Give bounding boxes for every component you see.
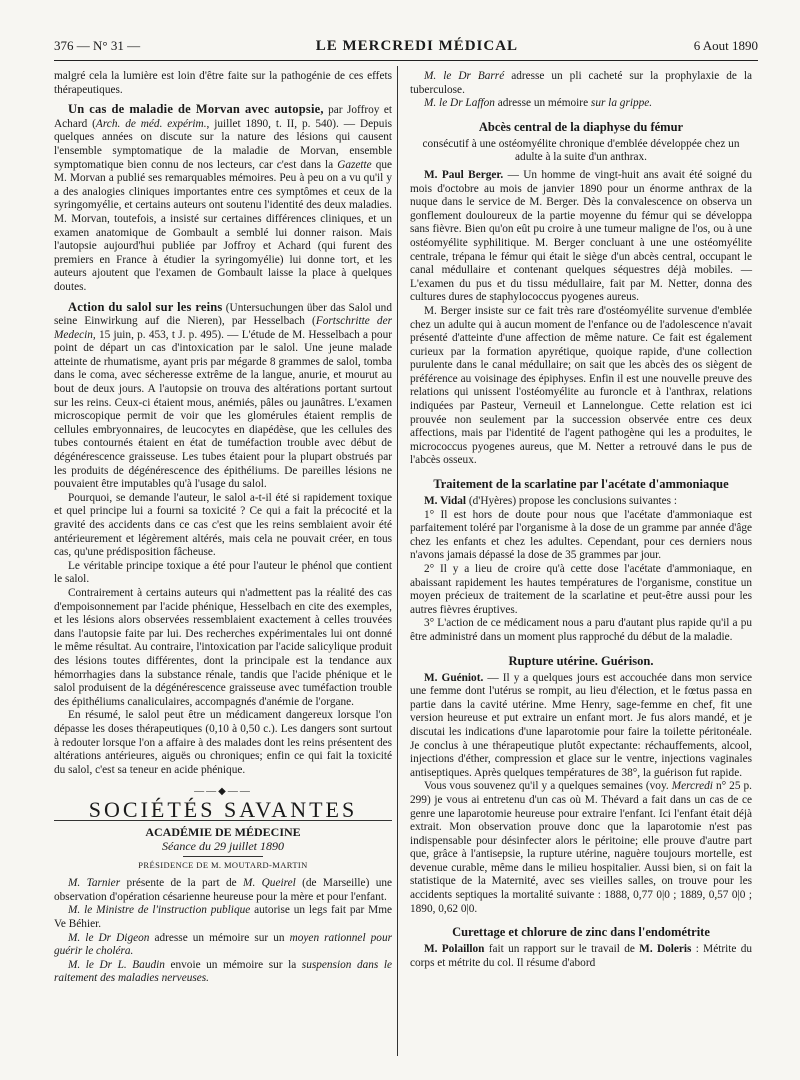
curettage-speaker: M. Polaillon [424, 943, 485, 956]
acad-item [410, 70, 752, 97]
scarlatine-speaker: M. Vidal [424, 495, 467, 508]
acad-item-who: M. Tarnier [68, 877, 121, 890]
acad-item-text: adresse un mémoire sur un [149, 931, 290, 944]
acad-item-who2: moyen rationnel pour guérir le choléra. [54, 931, 392, 958]
issue-date: 6 Aout 1890 [693, 38, 758, 53]
acad-item-who: M. le Dr L. Baudin [68, 958, 165, 971]
acad-item [410, 97, 752, 111]
salol-german: (Untersuchungen über das Salol und seine Einwirkung auf die Nieren), par Hesselbach ( [54, 301, 392, 328]
curettage-p1 [410, 943, 752, 970]
salol-p1: 15 juin, p. 453, t J. p. 495). — L'étude de M. Hesselbach a pour point de départ un cas d'intoxication par le salol. Une jeune malade atteinte de rhumatisme, ayant pris par mégarde 8 grammes de salol, tomba dans le coma, avec sécheresse extrême de la langue, anurie, et mourut au bout de deux jours. A l'autopsie on trouva des altérations portant surtout sur les reins. Ceux-ci étaient mous, anémiés, pâles ou jaunâtres. L'examen microscopique permit de voir que les glomérules étaient remplis de cellules embryonnaires, de leucocytes en diapédèse, que les cellules des tubes contournés étaient en état de tuméfaction trouble avec début de dégénérescence graisseuse. Les tubes étaient pour la plupart obstrués par les produits de dégénérescence des épithéliums. De pareilles lésions ne pouvaient être imputables qu'à l'usage du salol. [54, 328, 392, 491]
rupture-speaker: M. Guéniot. [424, 671, 484, 684]
acad-item-who: M. le Dr Laffon [424, 97, 495, 110]
acad-item [54, 932, 392, 959]
curettage-speaker2: M. Doleris [639, 943, 692, 956]
morvan-gazette: Gazette [337, 158, 372, 171]
rupture-p2 [410, 780, 752, 916]
rupture-p2-source: Mercredi [671, 780, 713, 793]
acad-item [54, 877, 392, 904]
rupture-p1-text: — Il y a quelques jours est accouchée dans mon service une femme dont l'utérus se rompit, au lieu d'élection, et le fœtus passa en partie dans la cavité utérine. Mme Henry, sage-femme en chef, fit une version heureuse et put extraire un enfant mort. Je fus alors mandé, et je discutai les indications d'une laparotomie pour faire la toilette péritonéale. Je conclus à une thérapeutique plutôt expectante: réchauffements, alcool, injections d'éther, compression et glace sur le ventre, injections vaginales antiseptiques. Après quelques températures de 38°, la guérison fut rapide. [410, 671, 752, 779]
acad-item-rest: (de Marseille) une observation d'opération césarienne heureuse pour la mère et pour l'enfant. [54, 877, 393, 903]
acad-item-em: sur la grippe. [590, 97, 653, 110]
scarlatine-intro [410, 495, 752, 509]
morvan-title: Un cas de maladie de Morvan avec autopsie, [68, 102, 324, 117]
seance-date: Séance du 29 juillet 1890 [162, 839, 284, 854]
morvan-body: que M. Morvan a publié ses remarquables mémoires. Peu à peu on a vu qu'il y a des analogies cliniques importantes entre ces symptômes et ceux de la syringomyélie, et certains auteurs ont soutenu l'identité des deux maladies. M. Morvan, toutefois, a insisté sur certaines différences cliniques, et un examen anatomique de Gombault a semblé lui donner raison. Mais l'autopsie aujourd'hui publiée par Joffroy et Achard (qui furent des premiers en France à étudier la syringomyélie) lui donne tort, et les auteurs ajoutent que l'examen de Gombault laisse la place à quelques doutes. [54, 158, 393, 293]
right-column [410, 70, 752, 970]
morvan-source: Arch. de méd. expérim. [95, 117, 207, 130]
acad-item-who: M. le Dr Digeon [68, 931, 150, 944]
salol-source: Fortschritte der Medecin, [54, 315, 392, 341]
column-divider [397, 66, 398, 1056]
academie-heading: ACADÉMIE DE MÉDECINE [145, 825, 301, 840]
acad-item-who: M. le Ministre de l'instruction publique [68, 904, 251, 917]
salol-article [54, 301, 392, 492]
ornament-divider: ——◆—— [194, 786, 252, 798]
left-column [54, 70, 392, 986]
abces-p2: M. Berger insiste sur ce fait très rare d'ostéomyélite survenue d'emblée chez un adulte qui à aucun moment de l'enfance ou de l'adolescence n'avait présenté d'atteinte d'une affection de même nature. Ce fait est également curieux par la formation apyrétique, quoique rapide, d'une collection purulente dans le canal médullaire; on sait que les abcès des os siègent de préférence au voisinage des épiphyses. Enfin il est une nouvelle preuve des relations qui unissent l'ostéomyélite au furoncle et à l'anthrax, relations indiquées par Pasteur, Verneuil et Lannelongue. Cette relation est ici prouvée non seulement par la succession observée entre ces deux affections, mais par l'identité de l'agent pathogène qui les a produites, le micrococcus pyogenes aureus, que M. Netter a retrouvé dans le pus de l'abcès osseux. [410, 304, 752, 467]
acad-item-text: envoie un mémoire sur la [164, 958, 302, 971]
salol-p3: Le véritable principe toxique a été pour l'auteur le phénol que contient le salol. [54, 559, 392, 586]
salol-p2: Pourquoi, se demande l'auteur, le salol a-t-il été si rapidement toxique et quel principe lui a fourni sa toxicité ? Ce qui a fait la précocité et la gravité des accidents dans ce cas c'est que les reins semblaient avoir été antérieurement et légèrement altérés, mais cela ne pouvait créer, en tous cas, qu'une prédisposition fâcheuse. [54, 491, 392, 559]
curettage-text: fait un rapport sur le travail de [484, 943, 640, 956]
scarlatine-c3: 3° L'action de ce médicament nous a paru d'autant plus rapide qu'il a pu être administré dans un moment plus rapproché du début de la maladie. [410, 617, 752, 643]
morvan-authors: par Joffroy et Achard ( [54, 104, 392, 130]
scarlatine-title: Traitement de la scarlatine par l'acétate d'ammoniaque [433, 477, 729, 492]
intro-paragraph: malgré cela la lumière est loin d'être faite sur la pathogénie de ces effets thérapeutiques. [54, 70, 392, 96]
curettage-title: Curettage et chlorure de zinc dans l'endométrite [452, 925, 710, 940]
scarlatine-c2: 2° Il y a lieu de croire qu'à cette dose l'acétate d'ammoniaque, en abaissant rapidement les hautes températures de l'organisme, constitue un moyen précieux de traitement de la scarlatine et peut-être aussi pour les autres fièvres éruptives. [410, 563, 752, 616]
morvan-article [54, 103, 392, 294]
page-header [54, 38, 758, 61]
presidence-line: PRÉSIDENCE DE M. MOUTARD-MARTIN [138, 859, 308, 870]
salol-p4: Contrairement à certains auteurs qui n'admettent pas la réalité des cas d'empoisonnement par l'acide phénique, Hesselbach en cite des exemples, et les lésions alors observées ressemblaient exactement à celles trouvées dans l'autopsie faite par lui. Des recherches expérimentales lui ont donné le même résultat. Au contraire, l'intoxication par l'acide salicylique produit des lésions toutes différentes, dont la principale est la tendance aux hémorrhagies dans la substance rénale, tandis que l'acide phénique et le salol produisent de la dégénérescence graisseuse avec tuméfaction trouble des épithéliums canaliculaires, accompagnés d'anémie de l'organe. [54, 586, 392, 708]
acad-item-text: présente de la part de [120, 877, 244, 890]
salol-p5: En résumé, le salol peut être un médicament dangereux lorsque l'on dépasse les doses thérapeutiques (0,10 à 0,50 c.). Les dangers sont surtout à redouter lorsque l'on a affaire à des malades dont les reins présentent des altérations antérieures, aiguës ou chroniques; enfin ce qui fait la toxicité du salol, c'est sa teneur en acide phénique. [54, 709, 392, 776]
salol-title: Action du salol sur les reins [68, 299, 223, 314]
acad-item-who2: M. Queirel [243, 877, 296, 890]
acad-item [54, 904, 392, 931]
abces-title: Abcès central de la diaphyse du fémur [478, 119, 684, 134]
abces-subtitle: consécutif à une ostéomyélite chronique d'emblée développée chez un adulte à la suite d'un anthrax. [422, 137, 740, 164]
page-number: 376 — N° 31 — [54, 38, 141, 53]
acad-item-who2: suspension dans le raitement des maladies nerveuses. [54, 958, 392, 985]
abces-p1 [410, 169, 752, 305]
rupture-p1 [410, 672, 752, 781]
curettage-rest: : Métrite du corps et métrite du col. Il résume d'abord [410, 943, 752, 969]
scarlatine-c1: 1° Il est hors de doute pour nous que l'acétate d'ammoniaque est parfaitement toléré par l'organisme à la dose de un gramme par année d'âge chez les enfants et chez les adultes. Cependant, pour ces derniers nous n'avons jamais dépassé la dose de 35 grammes par jour. [410, 508, 752, 562]
acad-item-text: adresse un mémoire [494, 97, 591, 110]
scarlatine-intro-text: (d'Hyères) propose les conclusions suivantes : [466, 495, 678, 508]
rupture-p2b: n° 25 p. 299) je vous ai entretenu d'un cas où M. Thévard a fait dans un cas de ce genre une laparotomie heureuse pour extraire l'enfant. Ici l'enfant était déjà extrait. Mon observation prouve donc que la laparotomie n'est pas indispensable pour désinfecter alors le péritoine; elle prouve d'autre part que, grâce à l'antisepsie, la rupture utérine, naguère toujours mortelle, est devenue curable, même dans le milieu hospitalier. Aussi bien, si on fait la statistique de la Maternité, avec ses vieilles salles, on trouve pour les accidents septiques la mortalité suivante : 1888, 0,77 0|0 ; 1889, 0,57 0|0 ; 1890, 0,62 0|0. [410, 780, 752, 915]
societes-heading: SOCIÉTÉS SAVANTES [54, 803, 392, 822]
acad-item [54, 959, 392, 986]
abces-speaker: M. Paul Berger. [424, 168, 504, 181]
rupture-p2a: Vous vous souvenez qu'il y a quelques semaines (voy. [424, 780, 672, 793]
acad-item-text: autorise un legs fait par Mme Ve Béhier. [54, 904, 393, 931]
acad-item-text: adresse un pli cacheté sur la prophylaxie de la tuberculose. [410, 70, 752, 96]
journal-title: LE MERCREDI MÉDICAL [315, 38, 519, 54]
abces-p1-text: — Un homme de vingt-huit ans avait été soigné du mois d'octobre au mois de janvier 1890 pour un énorme anthrax de la nuque dans le service de M. Berger. Dès la convalescence on observa un gonflement douloureux de la partie moyenne du fémur qui se développa sans fièvre. Bien qu'on eût pu croire à une tumeur maligne de l'os, ou à une ostéomyélite syphilitique. M. Berger concluant à une une ostéomyélite centrale, trépana le fémur qui était le siège d'un abcès central, occupant le canal médullaire et contenant quelques séquestres déjà mobiles. — L'examen du pus et du tissu médullaire, fait par M. Netter, donna des cultures dures de staphylococcus pyogenes aureus. [410, 168, 752, 304]
morvan-ref: , juillet 1890, t. II, p. 540). — Depuis quelques années on discute sur la nature des lésions qui causent l'ensemble symptomatique de la maladie de Morvan, ensemble symptomatique bien connu de nos lecteurs, car c'est dans la [54, 117, 392, 171]
acad-item-who: M. le Dr Barré [424, 70, 505, 82]
rupture-title: Rupture utérine. Guérison. [508, 653, 654, 668]
